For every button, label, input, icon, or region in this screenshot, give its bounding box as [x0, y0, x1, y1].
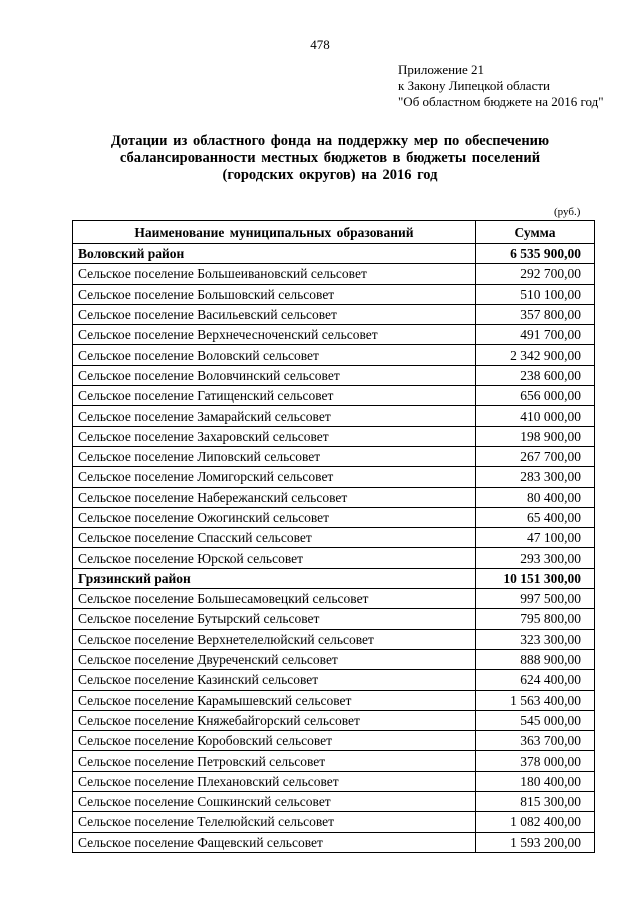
subsidy-table: [72, 220, 595, 853]
municipality-name: Сельское поселение Петровский сельсовет: [73, 751, 476, 771]
subsidy-amount: 545 000,00: [476, 710, 595, 730]
district-row: [73, 244, 595, 264]
table-row: [73, 710, 595, 730]
table-row: [73, 670, 595, 690]
table-header-row: [73, 221, 595, 244]
table-row: [73, 365, 595, 385]
municipality-name: Сельское поселение Коробовский сельсовет: [73, 731, 476, 751]
table-body: [73, 244, 595, 853]
table-row: [73, 548, 595, 568]
table-row: [73, 629, 595, 649]
table-row: [73, 264, 595, 284]
subsidy-amount: 378 000,00: [476, 751, 595, 771]
municipality-name: Сельское поселение Карамышевский сельсовет: [73, 690, 476, 710]
table-row: [73, 751, 595, 771]
municipality-name: Сельское поселение Большеивановский сельсовет: [73, 264, 476, 284]
municipality-name: Сельское поселение Большовский сельсовет: [73, 284, 476, 304]
table-row: [73, 609, 595, 629]
municipality-name: Сельское поселение Воловчинский сельсовет: [73, 365, 476, 385]
subsidy-amount: 293 300,00: [476, 548, 595, 568]
municipality-name: Сельское поселение Большесамовецкий сельсовет: [73, 589, 476, 609]
subsidy-amount: 10 151 300,00: [476, 568, 595, 588]
table-row: [73, 406, 595, 426]
municipality-name: Сельское поселение Воловский сельсовет: [73, 345, 476, 365]
subsidy-amount: 6 535 900,00: [476, 244, 595, 264]
municipality-name: Сельское поселение Бутырский сельсовет: [73, 609, 476, 629]
table-row: [73, 467, 595, 487]
subsidy-amount: 1 593 200,00: [476, 832, 595, 852]
table-row: [73, 507, 595, 527]
subsidy-amount: 656 000,00: [476, 386, 595, 406]
municipality-name: Сельское поселение Телелюйский сельсовет: [73, 812, 476, 832]
municipality-name: Сельское поселение Верхнечесноченский сельсовет: [73, 325, 476, 345]
subsidy-amount: 410 000,00: [476, 406, 595, 426]
subsidy-amount: 65 400,00: [476, 507, 595, 527]
municipality-name: Сельское поселение Казинский сельсовет: [73, 670, 476, 690]
table-row: [73, 589, 595, 609]
subsidy-amount: 323 300,00: [476, 629, 595, 649]
subsidy-amount: 997 500,00: [476, 589, 595, 609]
table-row: [73, 426, 595, 446]
district-row: [73, 568, 595, 588]
table-row: [73, 446, 595, 466]
subsidy-amount: 2 342 900,00: [476, 345, 595, 365]
appendix-line: к Закону Липецкой области: [398, 78, 550, 93]
municipality-name: Сельское поселение Фащевский сельсовет: [73, 832, 476, 852]
appendix-line: Приложение 21: [398, 62, 485, 77]
municipality-name: Сельское поселение Ожогинский сельсовет: [73, 507, 476, 527]
municipality-name: Сельское поселение Верхнетелелюйский сельсовет: [73, 629, 476, 649]
subsidy-amount: 238 600,00: [476, 365, 595, 385]
municipality-name: Сельское поселение Спасский сельсовет: [73, 528, 476, 548]
table-row: [73, 771, 595, 791]
table-row: [73, 304, 595, 324]
municipality-name: Сельское поселение Гатищенский сельсовет: [73, 386, 476, 406]
municipality-name: Сельское поселение Двуреченский сельсовет: [73, 649, 476, 669]
subsidy-amount: 510 100,00: [476, 284, 595, 304]
subsidy-amount: 795 800,00: [476, 609, 595, 629]
currency-unit: (руб.): [554, 206, 581, 218]
municipality-name: Грязинский район: [73, 568, 476, 588]
table-row: [73, 345, 595, 365]
table-row: [73, 832, 595, 852]
subsidy-amount: 1 082 400,00: [476, 812, 595, 832]
municipality-name: Сельское поселение Сошкинский сельсовет: [73, 792, 476, 812]
subsidy-amount: 267 700,00: [476, 446, 595, 466]
table-row: [73, 731, 595, 751]
title-line: сбалансированности местных бюджетов в бюджеты поселений: [119, 150, 541, 166]
table-row: [73, 386, 595, 406]
column-header-name: Наименование муниципальных образований: [73, 221, 476, 244]
subsidy-amount: 1 563 400,00: [476, 690, 595, 710]
subsidy-amount: 292 700,00: [476, 264, 595, 284]
table-row: [73, 690, 595, 710]
table-row: [73, 649, 595, 669]
municipality-name: Сельское поселение Замарайский сельсовет: [73, 406, 476, 426]
column-header-amount: Сумма: [476, 221, 595, 244]
municipality-name: Сельское поселение Васильевский сельсовет: [73, 304, 476, 324]
municipality-name: Сельское поселение Липовский сельсовет: [73, 446, 476, 466]
appendix-line: "Об областном бюджете на 2016 год": [398, 94, 604, 109]
subsidy-amount: 815 300,00: [476, 792, 595, 812]
title-line: Дотации из областного фонда на поддержку мер по обеспечению: [110, 133, 550, 149]
municipality-name: Сельское поселение Княжебайгорский сельсовет: [73, 710, 476, 730]
municipality-name: Сельское поселение Плехановский сельсовет: [73, 771, 476, 791]
subsidy-amount: 80 400,00: [476, 487, 595, 507]
subsidy-amount: 283 300,00: [476, 467, 595, 487]
subsidy-amount: 624 400,00: [476, 670, 595, 690]
municipality-name: Сельское поселение Захаровский сельсовет: [73, 426, 476, 446]
municipality-name: Сельское поселение Ломигорский сельсовет: [73, 467, 476, 487]
municipality-name: Сельское поселение Набережанский сельсовет: [73, 487, 476, 507]
title-line: (городских округов) на 2016 год: [222, 167, 438, 183]
table-row: [73, 487, 595, 507]
table-row: [73, 325, 595, 345]
table-row: [73, 284, 595, 304]
table-row: [73, 812, 595, 832]
subsidy-amount: 47 100,00: [476, 528, 595, 548]
table-row: [73, 792, 595, 812]
page-number: 478: [310, 37, 330, 52]
municipality-name: Воловский район: [73, 244, 476, 264]
subsidy-amount: 357 800,00: [476, 304, 595, 324]
subsidy-amount: 180 400,00: [476, 771, 595, 791]
subsidy-amount: 888 900,00: [476, 649, 595, 669]
document-title: [60, 133, 600, 184]
subsidy-amount: 491 700,00: [476, 325, 595, 345]
municipality-name: Сельское поселение Юрской сельсовет: [73, 548, 476, 568]
table-row: [73, 528, 595, 548]
appendix-reference: [398, 62, 604, 110]
subsidy-amount: 198 900,00: [476, 426, 595, 446]
subsidy-amount: 363 700,00: [476, 731, 595, 751]
